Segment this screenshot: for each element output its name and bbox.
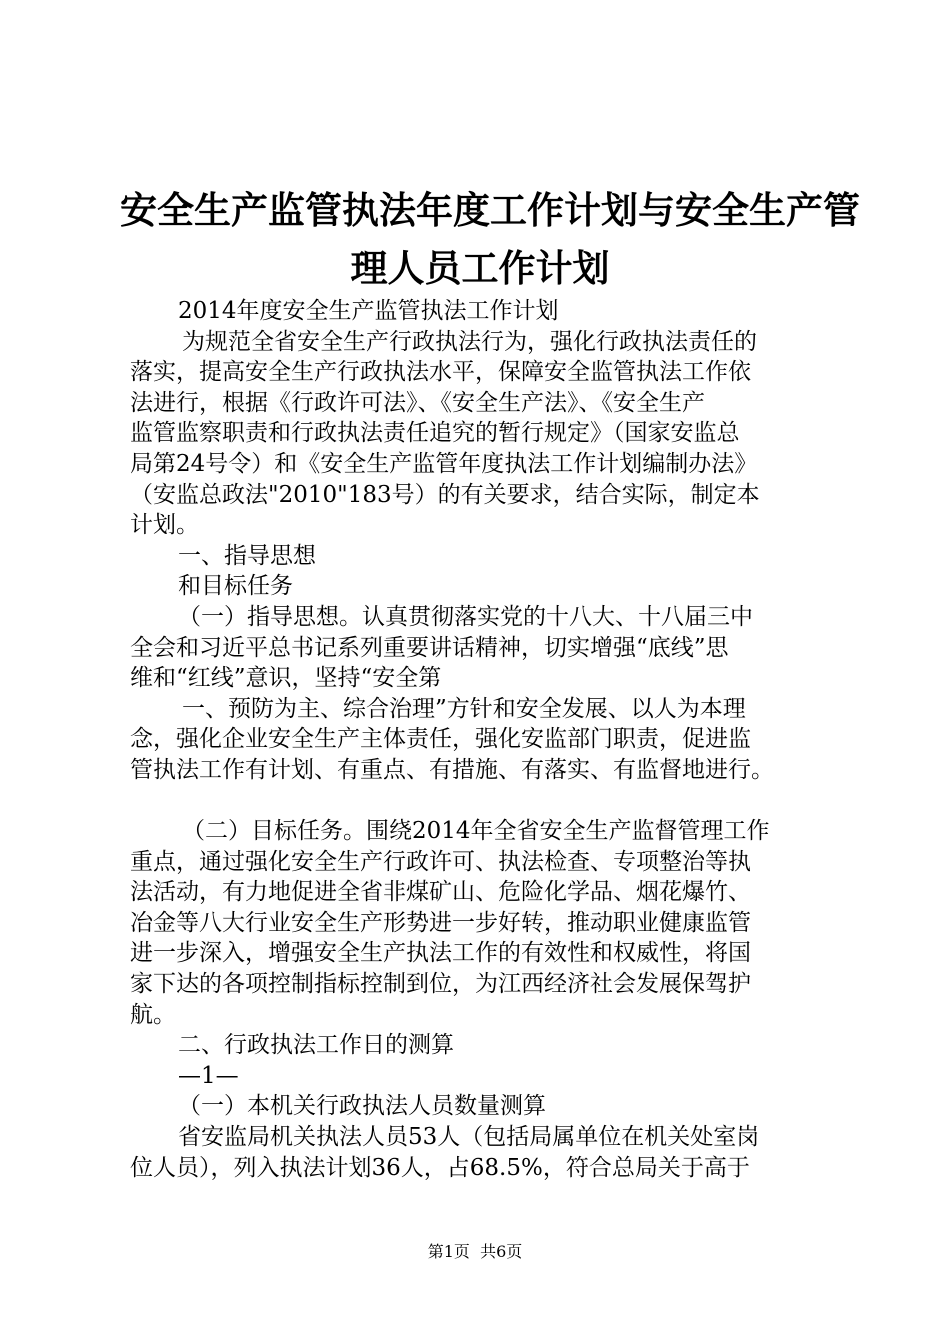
paragraph-line: 维和“红线”意识，坚持“安全第 <box>130 665 442 692</box>
document-title-line-1: 安全生产监管执法年度工作计划与安全生产管 <box>120 189 860 232</box>
paragraph-line: 省安监局机关执法人员53人（包括局属单位在机关处室岗 <box>178 1124 760 1151</box>
subsection-heading: （一）本机关行政执法人员数量测算 <box>178 1093 546 1120</box>
inline-page-marker: —1— <box>178 1062 239 1089</box>
section-heading: 和目标任务 <box>178 573 293 600</box>
section-heading: 二、行政执法工作日的测算 <box>178 1032 454 1059</box>
paragraph-line: 全会和习近平总书记系列重要讲话精神，切实增强“底线”思 <box>130 634 729 661</box>
paragraph-line: 一、预防为主、综合治理”方针和安全发展、以人为本理 <box>182 695 746 722</box>
paragraph-line: 冶金等八大行业安全生产形势进一步好转，推动职业健康监管 <box>130 909 751 936</box>
document-title-line-2: 理人员工作计划 <box>350 247 610 290</box>
paragraph-line: 管执法工作有计划、有重点、有措施、有落实、有监督地进行。 <box>130 756 774 783</box>
paragraph-line: 局第24号令）和《安全生产监管年度执法工作计划编制办法》 <box>130 450 758 477</box>
paragraph-line: （一）指导思想。认真贯彻落实党的十八大、十八届三中 <box>178 603 753 630</box>
paragraph-line: 家下达的各项控制指标控制到位，为江西经济社会发展保驾护 <box>130 971 751 998</box>
paragraph-line: （二）目标任务。围绕2014年全省安全生产监督管理工作 <box>182 818 770 845</box>
paragraph-line: 计划。 <box>130 512 199 539</box>
page-footer: 第1页 共6页 <box>427 1242 523 1261</box>
paragraph-line: 重点，通过强化安全生产行政许可、执法检查、专项整治等执 <box>130 848 751 875</box>
section-heading: 一、指导思想 <box>178 542 316 569</box>
paragraph-line: 法活动，有力地促进全省非煤矿山、危险化学品、烟花爆竹、 <box>130 879 751 906</box>
paragraph-line: 进一步深入，增强安全生产执法工作的有效性和权威性，将国 <box>130 940 751 967</box>
paragraph-line: （安监总政法"2010"183号）的有关要求，结合实际，制定本 <box>130 481 760 508</box>
subtitle-line: 2014年度安全生产监管执法工作计划 <box>178 298 559 324</box>
paragraph-line: 监管监察职责和行政执法责任追究的暂行规定》（国家安监总 <box>130 420 740 447</box>
paragraph-line: 念，强化企业安全生产主体责任，强化安监部门职责，促进监 <box>130 726 751 753</box>
paragraph-line: 航。 <box>130 1001 176 1028</box>
document-body <box>130 296 850 1183</box>
paragraph-line: 落实，提高安全生产行政执法水平，保障安全监管执法工作依 <box>130 359 751 386</box>
paragraph-line: 位人员），列入执法计划36人，占68.5%，符合总局关于高于 <box>130 1154 750 1181</box>
blank-line <box>130 786 850 817</box>
paragraph-line: 为规范全省安全生产行政执法行为，强化行政执法责任的 <box>182 328 757 355</box>
paragraph-line: 法进行，根据《行政许可法》、《安全生产法》、《安全生产 <box>130 389 705 416</box>
